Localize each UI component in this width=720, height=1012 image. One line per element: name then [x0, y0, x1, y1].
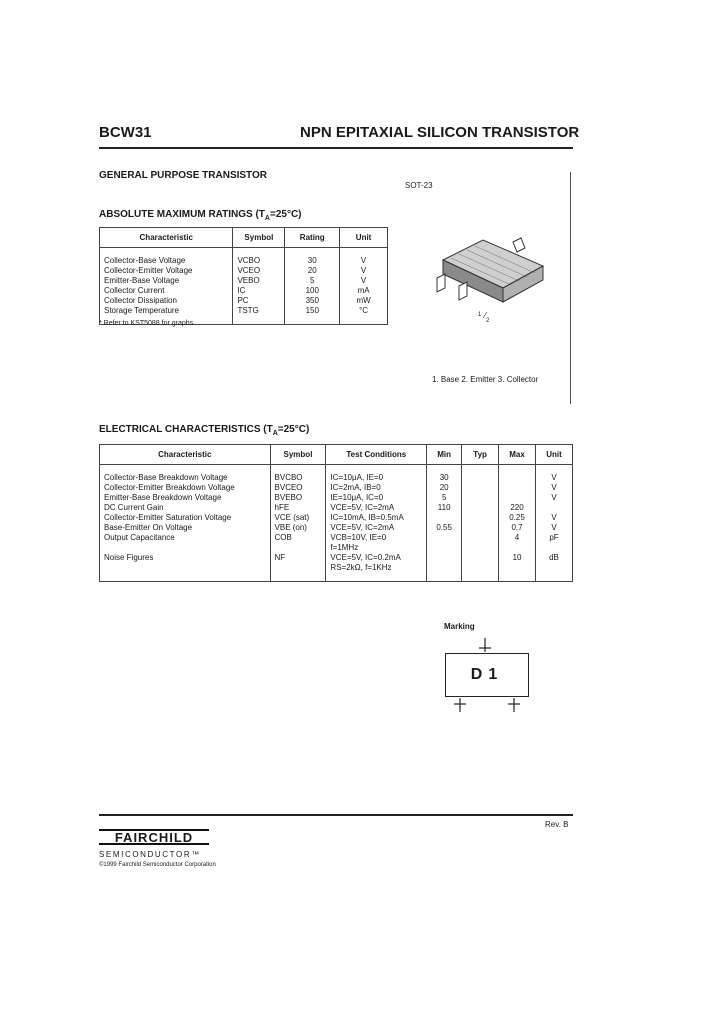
- table-cell-unit: pF: [536, 533, 573, 543]
- table-cell-unit: V: [340, 266, 388, 276]
- table-cell-min: 0.55: [427, 523, 462, 533]
- table-cell-conditions: IC=10mA, IB=0.5mA: [326, 513, 427, 523]
- table-cell-max: 0.7: [499, 523, 536, 533]
- table-cell-rating: 100: [285, 286, 340, 296]
- table-cell-characteristic: [100, 563, 271, 582]
- document-title: NPN EPITAXIAL SILICON TRANSISTOR: [300, 124, 580, 141]
- table-cell-min: [427, 513, 462, 523]
- table-cell-unit: V: [536, 465, 573, 484]
- table-row: [100, 513, 573, 523]
- table-cell-unit: V: [536, 513, 573, 523]
- table-cell-symbol: BVCEO: [270, 483, 326, 493]
- table-cell-characteristic: Collector-Emitter Breakdown Voltage: [100, 483, 271, 493]
- table-row: [100, 543, 573, 553]
- table-cell-min: [427, 543, 462, 553]
- table-cell-typ: [462, 563, 499, 582]
- table-cell-typ: [462, 465, 499, 484]
- table-cell-symbol: COB: [270, 533, 326, 543]
- table-cell-max: 10: [499, 553, 536, 563]
- elec-heading: ELECTRICAL CHARACTERISTICS $(T_A=25^\circ C)$: [99, 424, 310, 437]
- table-cell-characteristic: Collector Current: [100, 286, 233, 296]
- pin-label-2: 2: [486, 318, 490, 324]
- col-header: Test Conditions: [326, 445, 427, 465]
- table-cell-symbol: VCE (sat): [270, 513, 326, 523]
- header-divider: [99, 147, 573, 149]
- table-cell-characteristic: [100, 543, 271, 553]
- sot23-package-icon: [425, 228, 555, 328]
- table-cell-symbol: PC: [233, 296, 285, 306]
- col-header: Rating: [285, 228, 340, 248]
- col-header: Symbol: [233, 228, 285, 248]
- table-row: [100, 483, 573, 493]
- table-row: [100, 465, 573, 484]
- table-cell-symbol: VBE (on): [270, 523, 326, 533]
- col-header: Min: [427, 445, 462, 465]
- col-header: Max: [499, 445, 536, 465]
- table-cell-rating: 5: [285, 276, 340, 286]
- table-cell-max: [499, 493, 536, 503]
- table-cell-typ: [462, 493, 499, 503]
- package-divider: [570, 172, 571, 404]
- table-cell-unit: V: [536, 483, 573, 493]
- copyright: ©1999 Fairchild Semiconductor Corporation: [99, 862, 216, 868]
- table-cell-unit: V: [340, 276, 388, 286]
- table-cell-typ: [462, 503, 499, 513]
- table-cell-min: [427, 553, 462, 563]
- table-cell-characteristic: Collector-Emitter Saturation Voltage: [100, 513, 271, 523]
- abs-max-note: * Refer to KST5088 for graphs: [99, 320, 194, 327]
- table-cell-characteristic: Storage Temperature: [100, 306, 233, 325]
- pin-label-1: 1: [478, 312, 482, 318]
- table-cell-rating: 20: [285, 266, 340, 276]
- table-cell-max: 220: [499, 503, 536, 513]
- table-cell-characteristic: Emitter-Base Breakdown Voltage: [100, 493, 271, 503]
- abs-max-heading: ABSOLUTE MAXIMUM RATINGS $(T_A=25^\circ C)$: [99, 209, 302, 222]
- marking-box: [445, 653, 529, 697]
- table-cell-rating: 30: [285, 248, 340, 267]
- col-header: Characteristic: [100, 445, 271, 465]
- table-cell-rating: 150: [285, 306, 340, 325]
- table-cell-symbol: IC: [233, 286, 285, 296]
- col-header: Characteristic: [100, 228, 233, 248]
- table-cell-symbol: BVEBO: [270, 493, 326, 503]
- table-cell-max: 4: [499, 533, 536, 543]
- table-cell-characteristic: Collector-Base Breakdown Voltage: [100, 465, 271, 484]
- marking-code: D1: [470, 666, 504, 683]
- table-row: [100, 276, 388, 286]
- table-cell-typ: [462, 483, 499, 493]
- table-row: [100, 296, 388, 306]
- table-row: [100, 286, 388, 296]
- table-cell-unit: dB: [536, 553, 573, 563]
- table-cell-unit: mA: [340, 286, 388, 296]
- table-cell-symbol: hFE: [270, 503, 326, 513]
- table-cell-min: 30: [427, 465, 462, 484]
- col-header: Unit: [340, 228, 388, 248]
- abs-max-table: [99, 227, 388, 325]
- table-row: [100, 563, 573, 582]
- table-cell-symbol: [270, 543, 326, 553]
- elec-table: [99, 444, 573, 582]
- table-cell-max: [499, 563, 536, 582]
- table-cell-conditions: RS=2kΩ, f=1KHz: [326, 563, 427, 582]
- table-cell-symbol: VCEO: [233, 266, 285, 276]
- revision: Rev. B: [545, 820, 569, 829]
- table-cell-typ: [462, 543, 499, 553]
- table-row: [100, 553, 573, 563]
- table-cell-conditions: f=1MHz: [326, 543, 427, 553]
- table-cell-symbol: VEBO: [233, 276, 285, 286]
- table-cell-symbol: [270, 563, 326, 582]
- table-row: [100, 503, 573, 513]
- table-cell-unit: [536, 543, 573, 553]
- table-cell-conditions: IC=10μA, IE=0: [326, 465, 427, 484]
- table-row: [100, 523, 573, 533]
- table-cell-conditions: VCE=5V, IC=2mA: [326, 523, 427, 533]
- table-cell-symbol: TSTG: [233, 306, 285, 325]
- elec-header-row: [100, 445, 573, 465]
- footer-divider: [99, 814, 573, 816]
- table-cell-symbol: VCBO: [233, 248, 285, 267]
- pin-description: 1. Base 2. Emitter 3. Collector: [432, 375, 539, 384]
- table-cell-max: [499, 465, 536, 484]
- col-header: Unit: [536, 445, 573, 465]
- table-cell-characteristic: Output Capacitance: [100, 533, 271, 543]
- table-cell-characteristic: Collector Dissipation: [100, 296, 233, 306]
- table-cell-unit: V: [536, 493, 573, 503]
- col-header: Typ: [462, 445, 499, 465]
- table-cell-unit: V: [340, 248, 388, 267]
- table-cell-unit: mW: [340, 296, 388, 306]
- package-name: SOT-23: [405, 181, 433, 190]
- table-cell-max: 0.25: [499, 513, 536, 523]
- marking-title: Marking: [444, 622, 475, 631]
- abs-max-header-row: [100, 228, 388, 248]
- table-cell-unit: [536, 503, 573, 513]
- table-cell-max: [499, 543, 536, 553]
- part-number: BCW31: [99, 124, 152, 141]
- semiconductor-text: SEMICONDUCTOR™: [99, 850, 201, 859]
- table-cell-unit: °C: [340, 306, 388, 325]
- table-cell-min: [427, 563, 462, 582]
- table-row: [100, 533, 573, 543]
- table-cell-typ: [462, 533, 499, 543]
- table-cell-characteristic: Base-Emitter On Voltage: [100, 523, 271, 533]
- table-cell-min: [427, 533, 462, 543]
- table-cell-conditions: VCB=10V, IE=0: [326, 533, 427, 543]
- table-cell-min: 5: [427, 493, 462, 503]
- table-cell-typ: [462, 513, 499, 523]
- table-row: [100, 248, 388, 267]
- table-cell-characteristic: Collector-Base Voltage: [100, 248, 233, 267]
- table-row: [100, 493, 573, 503]
- table-cell-rating: 350: [285, 296, 340, 306]
- col-header: Symbol: [270, 445, 326, 465]
- table-cell-conditions: IC=2mA, IB=0: [326, 483, 427, 493]
- table-cell-typ: [462, 523, 499, 533]
- table-cell-typ: [462, 553, 499, 563]
- table-cell-characteristic: Emitter-Base Voltage: [100, 276, 233, 286]
- table-cell-min: 110: [427, 503, 462, 513]
- table-cell-unit: [536, 563, 573, 582]
- table-cell-min: 20: [427, 483, 462, 493]
- table-cell-characteristic: DC Current Gain: [100, 503, 271, 513]
- subtitle: GENERAL PURPOSE TRANSISTOR: [99, 170, 267, 181]
- fairchild-logo: [99, 829, 209, 845]
- table-cell-symbol: BVCBO: [270, 465, 326, 484]
- table-cell-conditions: VCE=5V, IC=0.2mA: [326, 553, 427, 563]
- table-cell-conditions: IE=10μA, IC=0: [326, 493, 427, 503]
- table-row: [100, 266, 388, 276]
- table-cell-symbol: NF: [270, 553, 326, 563]
- table-cell-characteristic: Noise Figures: [100, 553, 271, 563]
- table-cell-unit: V: [536, 523, 573, 533]
- table-cell-max: [499, 483, 536, 493]
- logo-text: FAIRCHILD: [114, 829, 194, 845]
- table-cell-characteristic: Collector-Emitter Voltage: [100, 266, 233, 276]
- table-cell-conditions: VCE=5V, IC=2mA: [326, 503, 427, 513]
